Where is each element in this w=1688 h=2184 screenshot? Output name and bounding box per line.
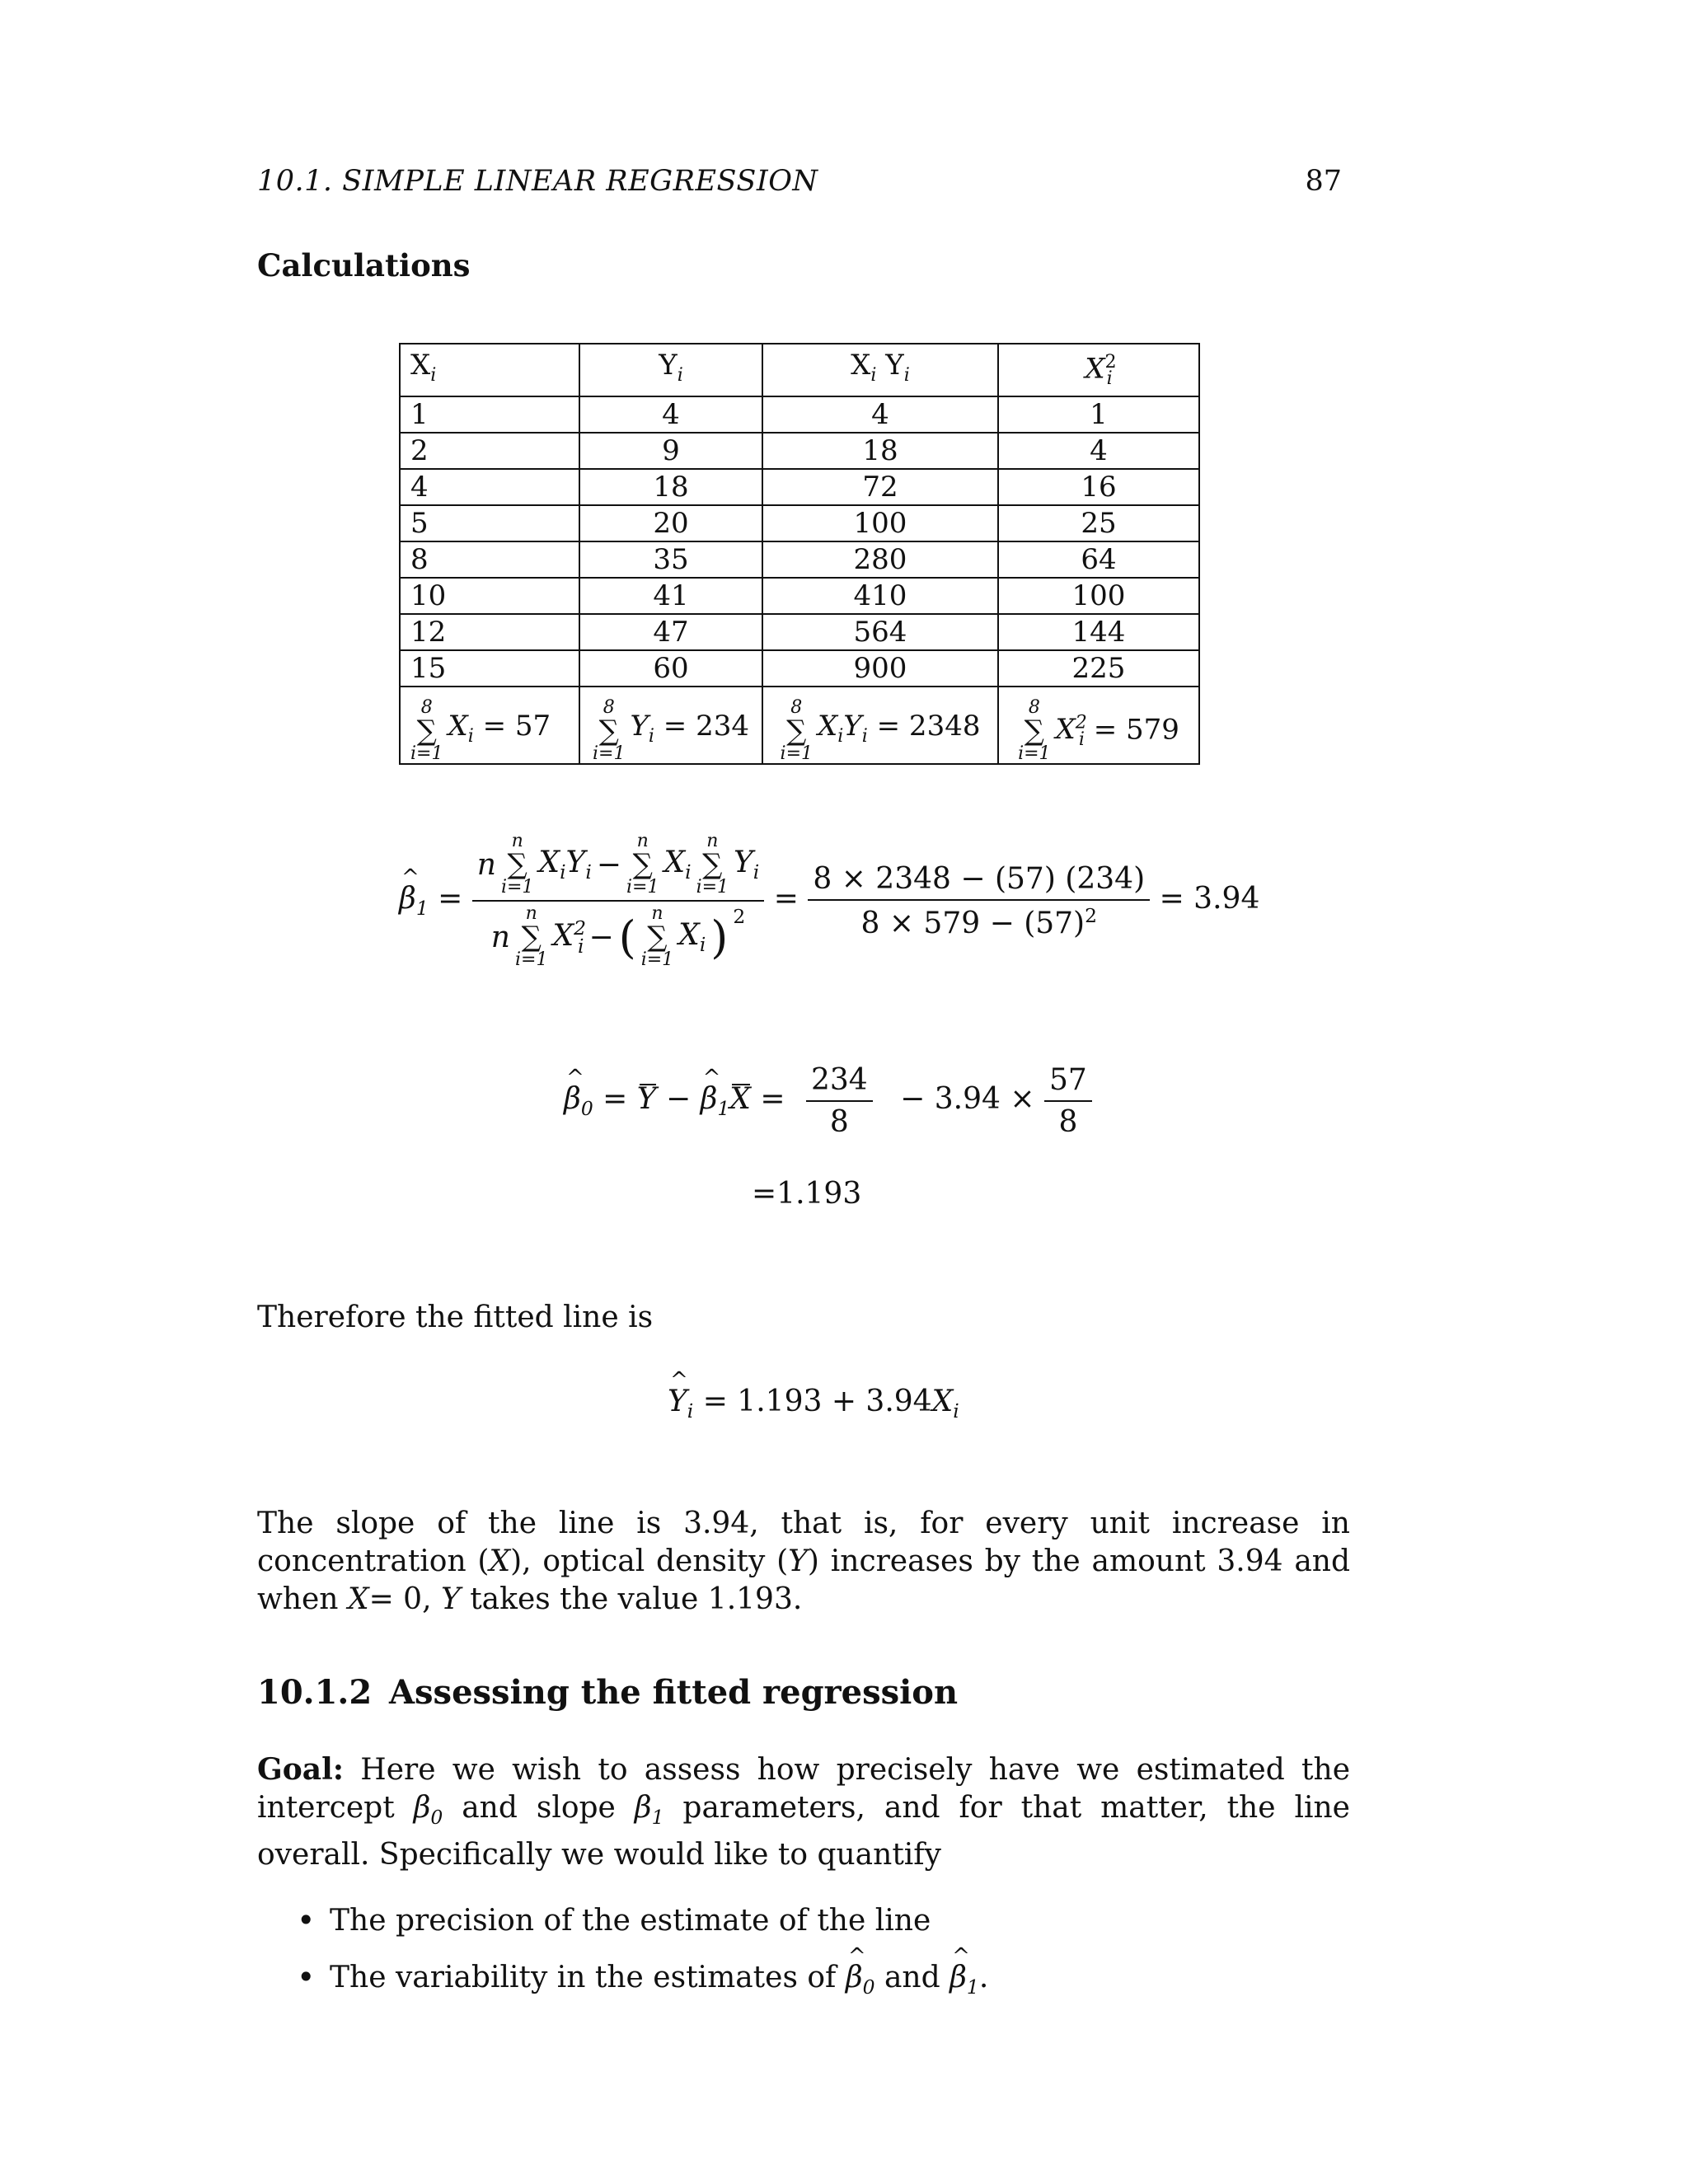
beta1-numeric-denominator: $8 \times 579 - (57)^2$ bbox=[860, 903, 1097, 940]
cell: 47 bbox=[579, 614, 762, 650]
beta1-hat-symbol: ^ $\beta_1$ bbox=[399, 882, 429, 920]
cell: 2 bbox=[400, 433, 579, 469]
table-row bbox=[400, 541, 1199, 578]
cell: 100 bbox=[998, 578, 1199, 614]
section-title: Assessing the fitted regression bbox=[389, 1673, 959, 1712]
cell: 1 bbox=[998, 396, 1199, 433]
table-header-row bbox=[400, 344, 1199, 396]
slope-paragraph: The slope of the line is 3.94, that is, for every unit increase in concentration (X), optical density (Y) increases by the amount 3.94 and when X= 0, Y takes the value 1.193. bbox=[257, 1507, 1351, 1616]
table-row bbox=[400, 578, 1199, 614]
cell: 5 bbox=[400, 505, 579, 541]
cell: 41 bbox=[579, 578, 762, 614]
beta0-fraction-2: $\frac{57}{8}$ bbox=[1044, 1063, 1092, 1139]
cell: 4 bbox=[762, 396, 998, 433]
header-xi: $X_i$ bbox=[400, 344, 579, 396]
sum-xy: 8 ∑ i=1 $X_iY_i = 2348$ bbox=[762, 687, 998, 764]
sum-y: 8 ∑ i=1 $Y_i = 234$ bbox=[579, 687, 762, 764]
cell: 280 bbox=[762, 541, 998, 578]
cell: 20 bbox=[579, 505, 762, 541]
table-sum-row bbox=[400, 687, 1199, 764]
header-yi: $Y_i$ bbox=[579, 344, 762, 396]
sum-x: 8 ∑ i=1 $X_i = 57$ bbox=[400, 687, 579, 764]
page-number: 87 bbox=[1305, 165, 1342, 198]
table-row bbox=[400, 433, 1199, 469]
header-xiyi: $X_i$ $Y_i$ bbox=[762, 344, 998, 396]
sum-x-squared: 8 ∑ i=1 $X^2_i = 579$ bbox=[998, 687, 1199, 764]
header-xi-squared: $X^2_i$ bbox=[998, 344, 1199, 396]
beta1-formula-fraction: n n ∑ i=1 $X_iY_i$ − n ∑ i=1 $X_i$ n ∑ i=1 $Y_i$ n n ∑ i=1 $X^2_i$ − ( n ∑ i=1 $X_i$ ) $^2$ bbox=[472, 832, 765, 969]
cell: 144 bbox=[998, 614, 1199, 650]
cell: 4 bbox=[400, 469, 579, 505]
cell: 60 bbox=[579, 650, 762, 687]
beta0-equation: ^ $\beta_0 = Y$ − ^ $\beta_1X$ = $\frac{234}{8}$ − 3.94 × $\frac{57}{8}$ bbox=[564, 1063, 1092, 1139]
table-row bbox=[400, 614, 1199, 650]
calculations-heading: Calculations bbox=[257, 247, 471, 284]
cell: 72 bbox=[762, 469, 998, 505]
fitted-line-intro: Therefore the fitted line is bbox=[257, 1301, 654, 1334]
cell: 8 bbox=[400, 541, 579, 578]
cell: 35 bbox=[579, 541, 762, 578]
cell: 15 bbox=[400, 650, 579, 687]
cell: 4 bbox=[998, 433, 1199, 469]
beta0-fraction-1: $\frac{234}{8}$ bbox=[806, 1063, 873, 1139]
cell: 18 bbox=[579, 469, 762, 505]
calculation-table bbox=[399, 343, 1200, 765]
beta1-numeric-fraction bbox=[808, 862, 1150, 940]
running-header: 10.1. SIMPLE LINEAR REGRESSION bbox=[257, 165, 818, 198]
section-number: 10.1.2 bbox=[257, 1673, 373, 1712]
cell: 16 bbox=[998, 469, 1199, 505]
beta1-numeric-numerator: 8 × 2348 − (57) (234) bbox=[808, 862, 1150, 901]
cell: 564 bbox=[762, 614, 998, 650]
list-item: • The precision of the estimate of the line bbox=[297, 1904, 988, 1938]
cell: 12 bbox=[400, 614, 579, 650]
cell: 900 bbox=[762, 650, 998, 687]
cell: 64 bbox=[998, 541, 1199, 578]
cell: 1 bbox=[400, 396, 579, 433]
goal-paragraph: Goal: Here we wish to assess how precisely have we estimated the intercept $\beta_0$ and slope $\beta_1$ parameters, and for that matter, the line overall. Specifically we would like to quantify bbox=[257, 1752, 1350, 1872]
fitted-equation: ^ $Y_i = 1.193 + 3.94X_i$ bbox=[668, 1385, 959, 1422]
beta0-slope-term: − 3.94 × bbox=[900, 1082, 1035, 1116]
beta1-result: = 3.94 bbox=[1159, 882, 1260, 916]
cell: 4 bbox=[579, 396, 762, 433]
cell: 100 bbox=[762, 505, 998, 541]
bullet-list bbox=[297, 1904, 988, 2022]
beta1-equation: ^ $\beta_1$ = n n ∑ i=1 $X_iY_i$ − n ∑ i=1 $X_i$ n ∑ i=1 $Y_i$ n n ∑ i=1 $X^2_i$ − ( n ∑ i=1 $X_i$ ) $^2$ = $\frac{8 \times 2348 - (57) (234)}{8 \times 579 - (57)^2}$ = 3.94 bbox=[399, 832, 1259, 969]
section-heading bbox=[257, 1673, 958, 1712]
cell: 410 bbox=[762, 578, 998, 614]
goal-label: Goal: bbox=[257, 1752, 345, 1787]
cell: 225 bbox=[998, 650, 1199, 687]
cell: 18 bbox=[762, 433, 998, 469]
cell: 10 bbox=[400, 578, 579, 614]
cell: 9 bbox=[579, 433, 762, 469]
beta0-result: =1.193 bbox=[752, 1177, 862, 1211]
table-row bbox=[400, 650, 1199, 687]
table-row bbox=[400, 469, 1199, 505]
list-item: • The variability in the estimates of ^ $\beta_0$ and ^ $\beta_1$. bbox=[297, 1961, 988, 1999]
table-row bbox=[400, 396, 1199, 433]
table-row bbox=[400, 505, 1199, 541]
cell: 25 bbox=[998, 505, 1199, 541]
